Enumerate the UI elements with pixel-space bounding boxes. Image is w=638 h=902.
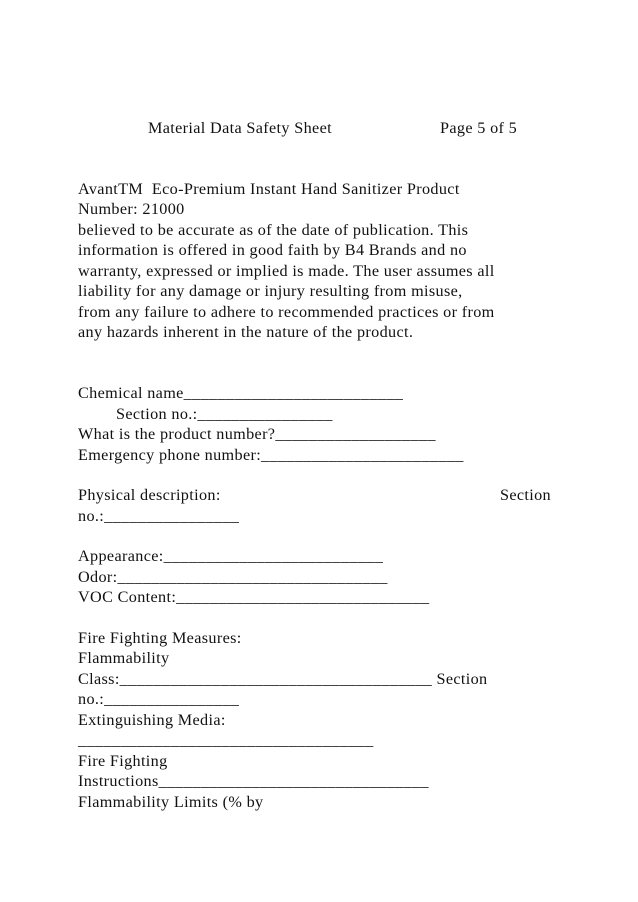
section-label: Section bbox=[500, 486, 552, 504]
appearance-field: Appearance:__________________________ bbox=[78, 547, 384, 565]
fire-fighting-measures-heading: Fire Fighting Measures: bbox=[78, 629, 242, 647]
intro-line: liability for any damage or injury resulting from misuse, bbox=[78, 282, 463, 300]
intro-line: Number: 21000 bbox=[78, 200, 185, 218]
voc-content-field: VOC Content:______________________________ bbox=[78, 588, 430, 606]
section-number-field: no.:________________ bbox=[78, 507, 240, 525]
intro-line: from any failure to adhere to recommended practices or from bbox=[78, 303, 495, 321]
flammability-limits-label: Flammability Limits (% by bbox=[78, 793, 264, 811]
flammability-class-field: Class:_____________________________________ Section bbox=[78, 670, 488, 688]
section-number-field: Section no.:________________ bbox=[116, 405, 333, 423]
document-title: Material Data Safety Sheet bbox=[148, 119, 332, 137]
flammability-label: Flammability bbox=[78, 649, 170, 667]
extinguishing-media-label: Extinguishing Media: bbox=[78, 711, 226, 729]
intro-line: information is offered in good faith by B4 Brands and no bbox=[78, 241, 467, 259]
emergency-phone-field: Emergency phone number:________________________ bbox=[78, 446, 464, 464]
intro-line: warranty, expressed or implied is made. The user assumes all bbox=[78, 262, 495, 280]
fire-fighting-label: Fire Fighting bbox=[78, 752, 168, 770]
extinguishing-media-field: ___________________________________ bbox=[78, 731, 374, 749]
intro-line: AvantTM Eco-Premium Instant Hand Sanitizer Product bbox=[78, 180, 460, 198]
instructions-field: Instructions________________________________ bbox=[78, 772, 429, 790]
intro-line: believed to be accurate as of the date of publication. This bbox=[78, 221, 469, 239]
intro-line: any hazards inherent in the nature of the product. bbox=[78, 323, 414, 341]
page-number: Page 5 of 5 bbox=[440, 119, 518, 137]
section-number-field: no.:________________ bbox=[78, 690, 240, 708]
chemical-name-field: Chemical name__________________________ bbox=[78, 384, 404, 402]
physical-description-heading: Physical description: bbox=[78, 486, 221, 504]
odor-field: Odor:________________________________ bbox=[78, 568, 388, 586]
product-number-field: What is the product number?___________________ bbox=[78, 425, 436, 443]
